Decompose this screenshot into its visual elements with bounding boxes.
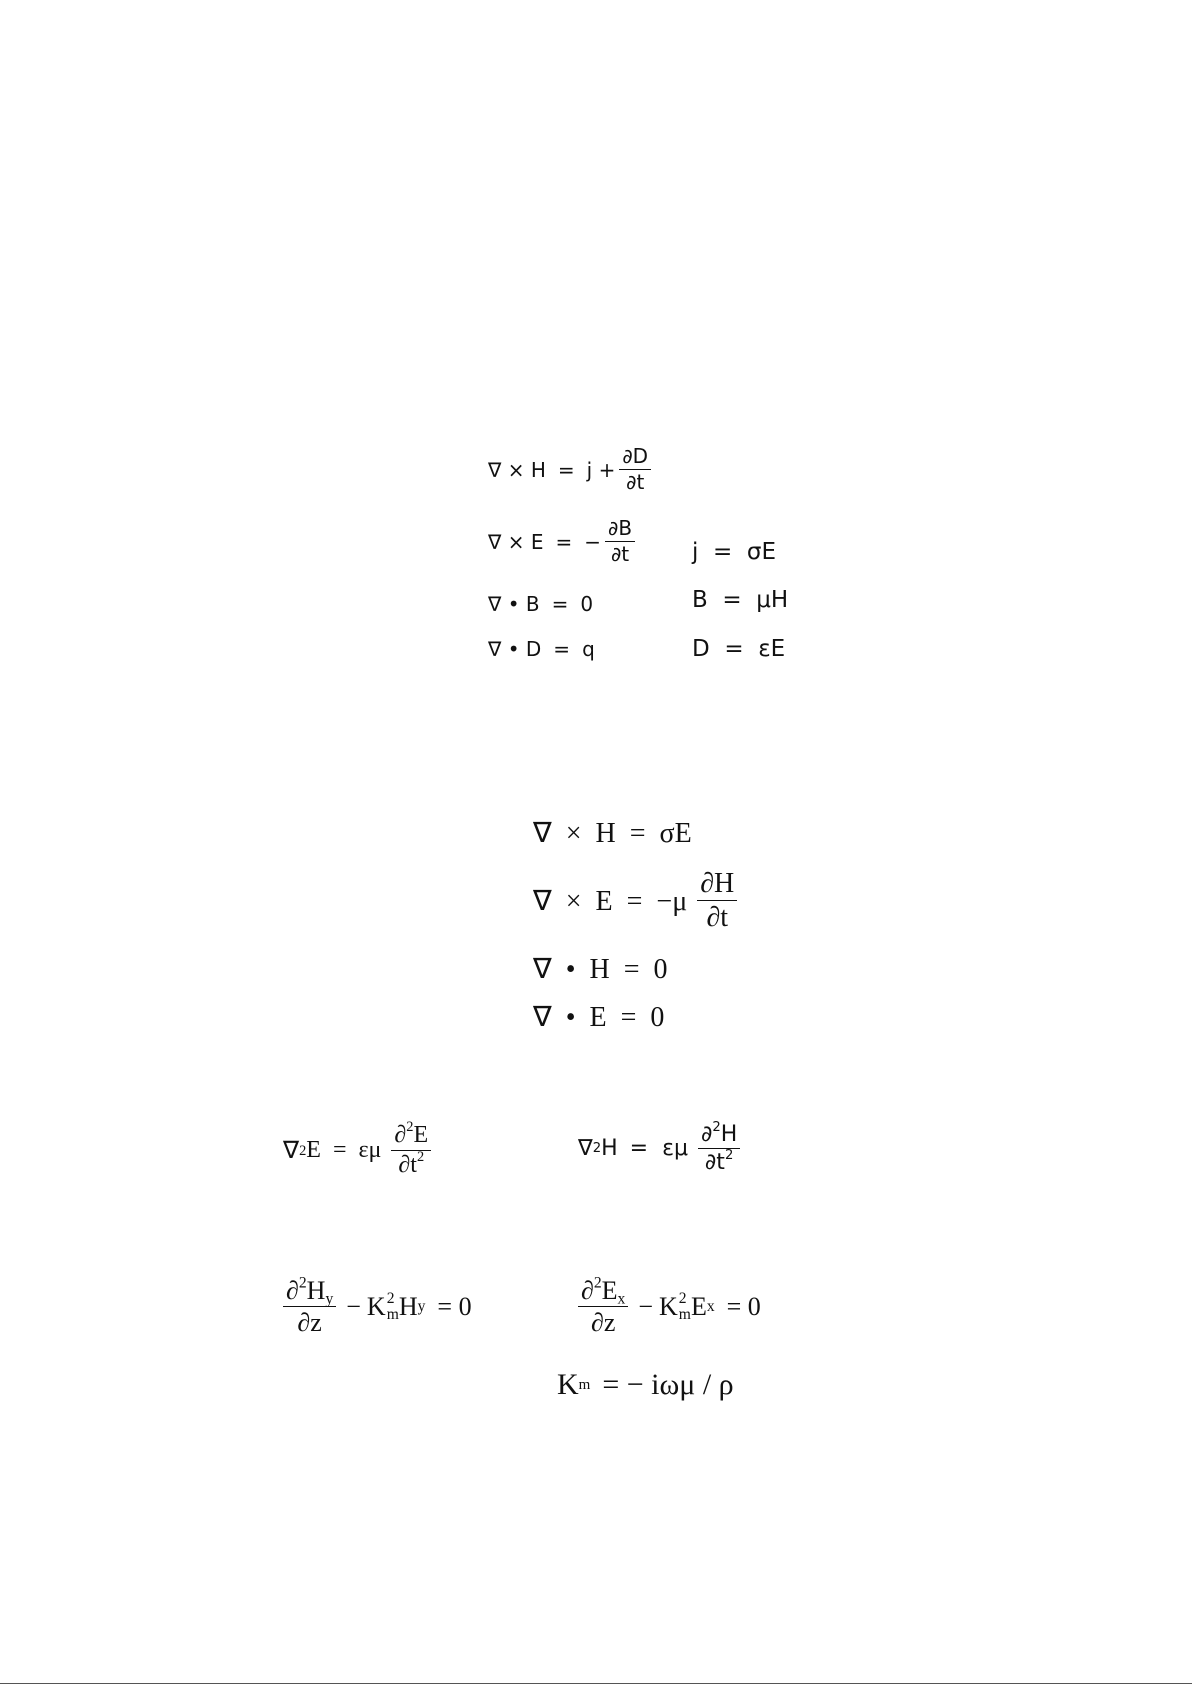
fraction-numerator: $\partial^2E_x$ — [578, 1277, 628, 1307]
reduced-eq-div-e — [533, 1000, 664, 1034]
wave-eq-e: ∇ 2 E = εμ $\frac{\partial^2E}{\partial t^2}$ — [283, 1123, 435, 1178]
minus-sign: − — [638, 1291, 654, 1321]
eq-rhs: q — [582, 637, 595, 661]
maxwell-eq-div-d — [488, 637, 595, 661]
eq-rhs: = − iωμ / ρ — [602, 1368, 734, 1401]
eq-sign: = — [553, 637, 571, 661]
wavenumber-k: K — [557, 1368, 579, 1401]
eq-sign: = — [555, 529, 573, 554]
eq-text: ∇ • H = 0 — [533, 954, 668, 985]
field-var: E — [690, 1291, 707, 1321]
fraction-denominator: ∂t — [706, 902, 729, 934]
eq-text: ∇ × H = σE — [533, 818, 692, 849]
fraction-numerator: $\partial^2H_y$ — [283, 1277, 336, 1307]
constitutive-relation-d — [692, 636, 785, 662]
eq-lhs: ∇ × H — [488, 457, 546, 482]
fraction — [391, 1119, 431, 1179]
fraction — [698, 1120, 740, 1176]
field-var: H — [398, 1291, 418, 1321]
reduced-eq-curl-h — [533, 816, 692, 850]
reduced-eq-div-h — [533, 952, 668, 986]
eq-lhs: ∇ • D — [488, 637, 542, 661]
eq-rhs: 0 — [580, 592, 594, 616]
field-var: H — [601, 1136, 618, 1162]
eq-tail: = 0 — [726, 1291, 761, 1321]
fraction-denominator: ∂z — [297, 1308, 322, 1338]
reduced-eq-curl-e — [533, 869, 741, 933]
fraction — [619, 446, 651, 493]
fraction-numerator: ∂H — [697, 869, 737, 901]
fraction-denominator: $\partial t^2$ — [398, 1149, 425, 1179]
helmholtz-eq-e: $\frac{\partial^2E_x}{\partial z}$ − K 2 m E x = 0 — [578, 1277, 761, 1337]
maxwell-eq-curl-e — [488, 518, 639, 565]
eq-lhs: ∇ × E — [488, 529, 544, 554]
wavenumber-k: K — [659, 1291, 678, 1321]
maxwell-eq-div-b — [488, 592, 593, 616]
eq-rhs: j + — [586, 457, 616, 482]
minus-sign: − — [346, 1291, 361, 1321]
fraction-denominator: ∂z — [590, 1308, 616, 1338]
eq-sign: = — [557, 457, 575, 482]
relation-text: B = μH — [692, 587, 789, 613]
fraction — [697, 869, 737, 933]
eq-sign: = — [551, 592, 569, 616]
wave-eq-h: ∇ 2 H = εμ $\frac{\partial^2H}{\partial t^2}$ — [578, 1123, 744, 1174]
fraction-numerator: ∂$^2$H — [698, 1123, 740, 1149]
wavenumber-definition: K m = − iωμ / ρ — [557, 1368, 734, 1401]
eq-lhs: ∇ × E = −μ — [533, 885, 688, 917]
field-var: E — [306, 1137, 321, 1164]
relation-text: D = εE — [692, 636, 786, 662]
eq-sign: = εμ — [629, 1136, 688, 1162]
fraction — [283, 1274, 336, 1338]
relation-text: j = σE — [692, 539, 777, 565]
constitutive-relation-ohm — [692, 539, 776, 565]
fraction-numerator: ∂$^2$E — [391, 1123, 431, 1151]
eq-sign: = εμ — [332, 1137, 382, 1164]
fraction-numerator: ∂B — [605, 518, 635, 542]
wavenumber-k: K — [366, 1291, 386, 1321]
fraction-numerator: ∂D — [619, 446, 651, 470]
laplacian-symbol: ∇ — [283, 1138, 300, 1165]
laplacian-symbol: ∇ — [578, 1136, 593, 1162]
fraction — [578, 1274, 628, 1338]
eq-text: ∇ • E = 0 — [533, 1002, 665, 1033]
eq-lhs: ∇ • B — [488, 592, 540, 616]
page-bottom-rule — [0, 1683, 1192, 1684]
fraction-denominator: ∂t — [610, 542, 630, 566]
eq-tail: = 0 — [437, 1291, 472, 1321]
maxwell-eq-curl-h — [488, 446, 655, 493]
fraction-denominator: $\partial t^2$ — [704, 1148, 734, 1176]
fraction — [605, 518, 635, 565]
helmholtz-eq-h: $\frac{\partial^2H_y}{\partial z}$ − K 2 m H y = 0 — [283, 1277, 472, 1337]
fraction-denominator: ∂t — [626, 470, 645, 494]
eq-rhs: − — [584, 529, 602, 554]
constitutive-relation-b — [692, 587, 788, 613]
